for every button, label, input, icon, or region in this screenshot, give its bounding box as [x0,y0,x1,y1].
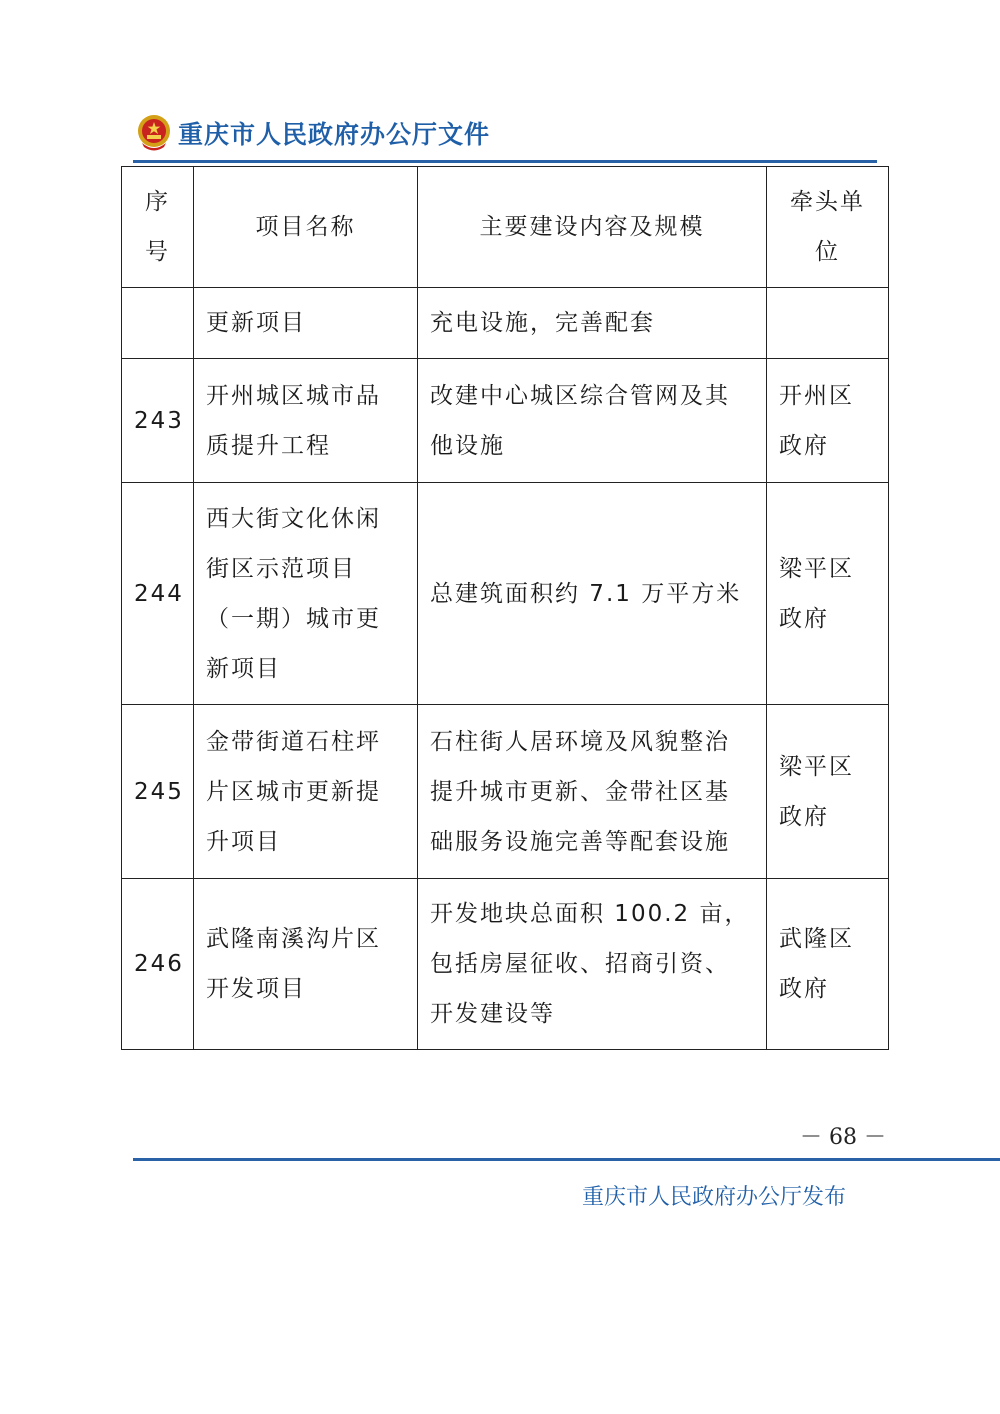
row-content: 充电设施，完善配套 [418,288,767,359]
table-row [122,288,889,359]
row-lead-unit [767,288,889,359]
publisher-line: 重庆市人民政府办公厅发布 [582,1185,847,1210]
row-project-name: 金带街道石柱坪片区城市更新提升项目 [194,705,418,879]
row-project-name: 西大街文化休闲街区示范项目（一期）城市更新项目 [194,483,418,705]
header-divider [133,160,877,163]
table-row [122,705,889,879]
row-content: 开发地块总面积 100.2 亩，包括房屋征收、招商引资、开发建设等 [418,879,767,1050]
table-row [122,879,889,1050]
national-emblem-icon [136,113,172,153]
row-number: 245 [122,705,194,879]
table-row [122,483,889,705]
table-row [122,359,889,483]
document-header [136,108,490,158]
row-number: 246 [122,879,194,1050]
row-number [122,288,194,359]
project-table [121,166,889,1050]
header-cell-content: 主要建设内容及规模 [418,167,767,288]
row-lead-unit: 开州区政府 [767,359,889,483]
row-number: 244 [122,483,194,705]
footer-divider [133,1158,1000,1161]
row-project-name: 更新项目 [194,288,418,359]
row-lead-unit: 梁平区政府 [767,705,889,879]
row-project-name: 武隆南溪沟片区开发项目 [194,879,418,1050]
row-number: 243 [122,359,194,483]
row-content: 总建筑面积约 7.1 万平方米 [418,483,767,705]
table-header-row [122,167,889,288]
header-cell-unit: 牵头单位 [767,167,889,288]
row-content: 石柱街人居环境及风貌整治提升城市更新、金带社区基础服务设施完善等配套设施 [418,705,767,879]
header-title: 重庆市人民政府办公厅文件 [178,120,491,149]
row-lead-unit: 梁平区政府 [767,483,889,705]
row-content: 改建中心城区综合管网及其他设施 [418,359,767,483]
page-number: － 68 － [800,1125,886,1150]
header-cell-name: 项目名称 [194,167,418,288]
row-lead-unit: 武隆区政府 [767,879,889,1050]
row-project-name: 开州城区城市品质提升工程 [194,359,418,483]
header-cell-number: 序号 [122,167,194,288]
